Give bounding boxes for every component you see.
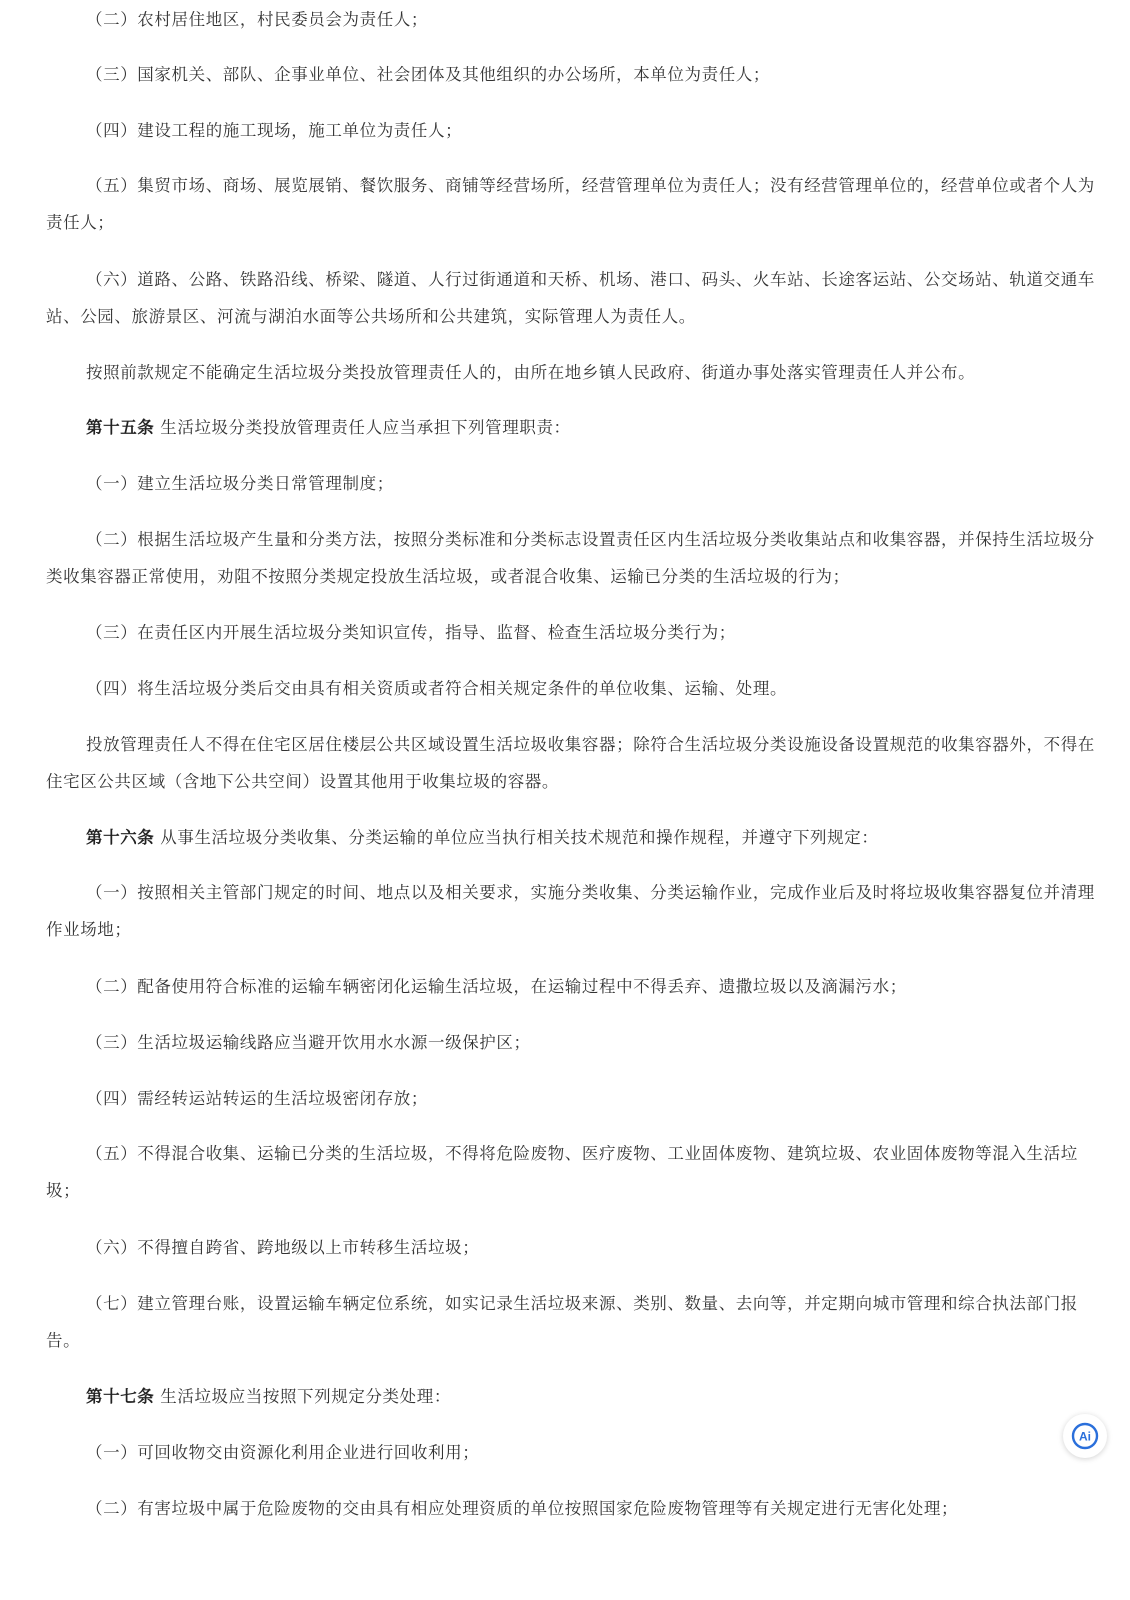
paragraph-text: （六）不得擅自跨省、跨地级以上市转移生活垃圾； [86,1238,480,1257]
paragraph-text: （二）根据生活垃圾产生量和分类方法，按照分类标准和分类标志设置责任区内生活垃圾分类收集站点和收集容器，并保持生活垃圾分类收集容器正常使用，劝阻不按照分类规定投放生活垃圾，或者混合收集、运输已分类的生活垃圾的行为； [46,530,1095,586]
paragraph-text: （三）生活垃圾运输线路应当避开饮用水水源一级保护区； [86,1033,531,1052]
paragraph [46,1229,1110,1266]
paragraph-text: （五）集贸市场、商场、展览展销、餐饮服务、商铺等经营场所，经营管理单位为责任人；没有经营管理单位的，经营单位或者个人为责任人； [46,176,1095,232]
paragraph-text: 生活垃圾分类投放管理责任人应当承担下列管理职责： [154,418,571,437]
paragraph-text: （四）将生活垃圾分类后交由具有相关资质或者符合相关规定条件的单位收集、运输、处理。 [86,679,788,698]
paragraph [46,726,1110,800]
paragraph [46,409,1110,446]
article-number: 第十五条 [86,418,155,437]
article-number: 第十七条 [86,1387,155,1406]
paragraph [46,1285,1110,1359]
paragraph [46,521,1110,595]
paragraph [46,968,1110,1005]
paragraph-text: （一）建立生活垃圾分类日常管理制度； [86,474,394,493]
paragraph-text: （五）不得混合收集、运输已分类的生活垃圾，不得将危险废物、医疗废物、工业固体废物、建筑垃圾、农业固体废物等混入生活垃圾； [46,1144,1078,1200]
article-number: 第十六条 [86,828,155,847]
paragraph [46,1,1110,38]
paragraph-text: 生活垃圾应当按照下列规定分类处理： [154,1387,451,1406]
paragraph [46,614,1110,651]
ai-assistant-button[interactable] [1063,1414,1107,1458]
paragraph [46,354,1110,391]
paragraph-text: （一）可回收物交由资源化利用企业进行回收利用； [86,1443,480,1462]
paragraph [46,819,1110,856]
ai-icon [1070,1421,1100,1451]
paragraph [46,167,1110,241]
paragraph-text: （一）按照相关主管部门规定的时间、地点以及相关要求，实施分类收集、分类运输作业，完成作业后及时将垃圾收集容器复位并清理作业场地； [46,883,1095,939]
paragraph [46,1024,1110,1061]
paragraph [46,465,1110,502]
paragraph [46,112,1110,149]
paragraph-text: （四）需经转运站转运的生活垃圾密闭存放； [86,1089,428,1108]
paragraph [46,1135,1110,1209]
paragraph-text: （二）配备使用符合标准的运输车辆密闭化运输生活垃圾，在运输过程中不得丢弃、遗撒垃圾以及滴漏污水； [86,977,907,996]
paragraph-text: 从事生活垃圾分类收集、分类运输的单位应当执行相关技术规范和操作规程，并遵守下列规定： [154,828,879,847]
paragraph-text: （三）国家机关、部队、企事业单位、社会团体及其他组织的办公场所，本单位为责任人； [86,65,770,84]
paragraph [46,1080,1110,1117]
paragraph [46,874,1110,948]
paragraph [46,1490,1110,1527]
paragraph-text: （三）在责任区内开展生活垃圾分类知识宣传，指导、监督、检查生活垃圾分类行为； [86,623,736,642]
paragraph [46,261,1110,335]
paragraph [46,1378,1110,1415]
paragraph-text: （二）农村居住地区，村民委员会为责任人； [86,10,428,29]
paragraph-text: （七）建立管理台账，设置运输车辆定位系统，如实记录生活垃圾来源、类别、数量、去向等，并定期向城市管理和综合执法部门报告。 [46,1294,1078,1350]
ai-icon-label: Ai [1079,1429,1091,1444]
paragraph-text: （四）建设工程的施工现场，施工单位为责任人； [86,121,463,140]
paragraph-text: 投放管理责任人不得在住宅区居住楼层公共区域设置生活垃圾收集容器；除符合生活垃圾分类设施设备设置规范的收集容器外，不得在住宅区公共区域（含地下公共空间）设置其他用于收集垃圾的容器。 [46,735,1095,791]
paragraph [46,1434,1110,1471]
paragraph-text: 按照前款规定不能确定生活垃圾分类投放管理责任人的，由所在地乡镇人民政府、街道办事处落实管理责任人并公布。 [86,363,976,382]
paragraph-text: （六）道路、公路、铁路沿线、桥梁、隧道、人行过街通道和天桥、机场、港口、码头、火车站、长途客运站、公交场站、轨道交通车站、公园、旅游景区、河流与湖泊水面等公共场所和公共建筑，实际管理人为责任人。 [46,270,1095,326]
paragraph [46,670,1110,707]
paragraph [46,56,1110,93]
paragraph-text: （二）有害垃圾中属于危险废物的交由具有相应处理资质的单位按照国家危险废物管理等有关规定进行无害化处理； [86,1499,959,1518]
